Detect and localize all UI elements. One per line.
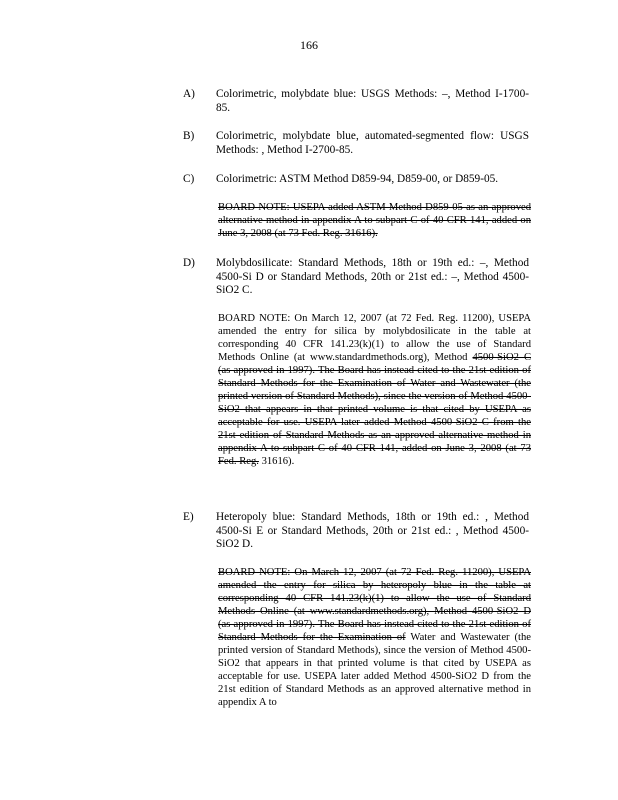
item-text-e: Heteropoly blue: Standard Methods, 18th or 19th ed.: , Method 4500-Si E or Standard Methods, 20th or 21st ed.: , Method 4500-SiO2 D.: [216, 511, 529, 551]
item-text-c: Colorimetric: ASTM Method D859-94, D859-00, or D859-05.: [216, 173, 499, 185]
board-note-d: [218, 312, 531, 468]
board-note-e: [218, 566, 531, 709]
page-number: 166: [300, 38, 318, 52]
board-note-e-plain: Water and Wastewater (the printed version of Standard Methods), since the version of Method 4500-SiO2 that appears in that printed volume is that cited by USEPA as acceptable for use. USEPA later added Method 4500-SiO2 D from the 21st edition of Standard Methods as an approved alternative method in appendix A to: [218, 632, 531, 708]
board-note-d-end: 31616).: [261, 456, 295, 467]
item-label-a: A): [183, 88, 195, 100]
item-label-b: B): [183, 130, 195, 142]
item-text-a: Colorimetric, molybdate blue: USGS Methods: –, Method I-1700-85.: [216, 88, 529, 114]
item-label-c: C): [183, 173, 195, 185]
board-note-d-struck: 4500-SiO2 C (as approved in 1997). The Board has instead cited to the 21st edition of Standard Methods for the Examination of Water and Wastewater (the printed version of Standard Methods), since the version of Method 4500-SiO2 that appears in that printed volume is that cited by USEPA as acceptable for use. USEPA later added Method 4500-SiO2 C from the 21st edition of Standard Methods as an approved alternative method in appendix A to subpart C of 40 CFR 141, added on June 3, 2008 (at 73 Fed. Reg.: [218, 352, 532, 467]
item-label-d: D): [183, 257, 195, 269]
item-text-b: Colorimetric, molybdate blue, automated-segmented flow: USGS Methods: , Method I-2700-85.: [216, 130, 529, 156]
item-label-e: E): [183, 511, 194, 523]
item-text-d: Molybdosilicate: Standard Methods, 18th or 19th ed.: –, Method 4500-Si D or Standard Methods, 20th or 21st ed.: –, Method 4500-SiO2 C.: [216, 257, 529, 297]
board-note-c: BOARD NOTE: USEPA added ASTM Method D859-05 as an approved alternative method in appendix A to subpart C of 40 CFR 141, added on June 3, 2008 (at 73 Fed. Reg. 31616).: [218, 202, 531, 239]
board-note-d-plain: BOARD NOTE: On March 12, 2007 (at 72 Fed. Reg. 11200), USEPA amended the entry for silica by molybdosilicate in the table at corresponding 40 CFR 141.23(k)(1) to allow the use of Standard Methods Online (at www.standardmethods.org), Method: [218, 313, 531, 363]
board-note-e-struck: BOARD NOTE: On March 12, 2007 (at 72 Fed. Reg. 11200), USEPA amended the entry for silica by heteropoly blue in the table at corresponding 40 CFR 141.23(k)(1) to allow the use of Standard Methods Online (at www.standardmethods.org), Method 4500-SiO2 D (as approved in 1997). The Board has instead cited to the 21st edition of Standard Methods for the Examination of: [218, 567, 531, 643]
